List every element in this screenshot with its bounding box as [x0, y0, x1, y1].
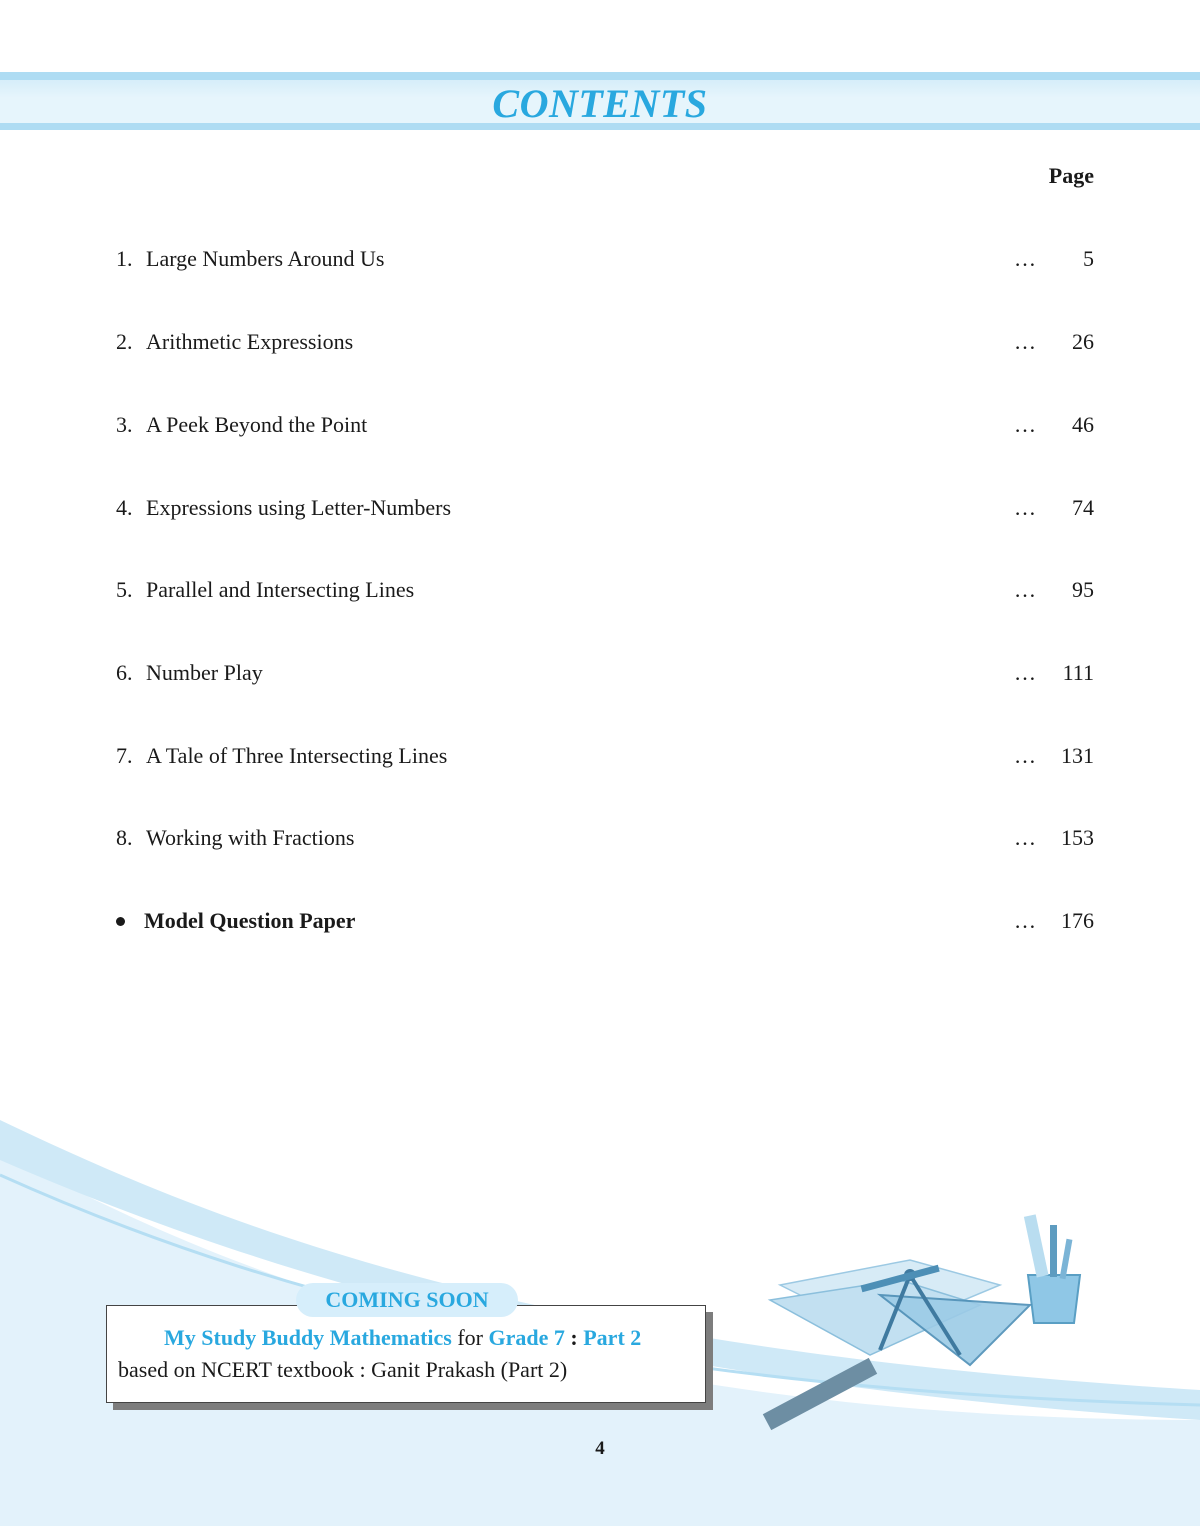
- toc-leader-dots: …: [1014, 743, 1036, 768]
- toc-entry[interactable]: [116, 246, 1094, 280]
- toc-entry[interactable]: [116, 577, 1094, 611]
- page-number: 4: [595, 1438, 605, 1459]
- coming-soon-badge: COMING SOON: [296, 1283, 518, 1317]
- toc-entry-title: Working with Fractions: [146, 825, 355, 850]
- toc-entry-page: 111: [1062, 660, 1094, 685]
- toc-entry-title: Model Question Paper: [144, 908, 356, 933]
- page-title: CONTENTS: [492, 81, 708, 126]
- toc-entry-number: 8.: [116, 825, 133, 850]
- toc-leader-dots: …: [1014, 412, 1036, 437]
- toc-entry-number: 4.: [116, 495, 133, 520]
- toc-entry-number: 7.: [116, 743, 133, 768]
- toc-entry-title: A Tale of Three Intersecting Lines: [146, 743, 448, 768]
- header-top-stripe: [0, 72, 1200, 80]
- toc-entry-number: 2.: [116, 329, 133, 354]
- toc-entry-model-paper[interactable]: [116, 908, 1094, 942]
- toc-entry-page: 153: [1061, 825, 1094, 850]
- promo-subtitle-line: based on NCERT textbook : Ganit Prakash (Part 2): [118, 1357, 568, 1382]
- toc-entry-title: Arithmetic Expressions: [146, 329, 354, 354]
- promo-for-word: for: [457, 1325, 484, 1350]
- toc-leader-dots: …: [1014, 246, 1036, 271]
- toc-entry-title: Large Numbers Around Us: [146, 246, 385, 271]
- toc-entry[interactable]: [116, 495, 1094, 529]
- toc-entry[interactable]: [116, 743, 1094, 777]
- promo-book-name: My Study Buddy Mathematics: [164, 1325, 452, 1350]
- promo-title-line: [164, 1325, 641, 1351]
- toc-entry[interactable]: [116, 825, 1094, 859]
- toc-entry[interactable]: [116, 660, 1094, 694]
- toc-entry-title: Parallel and Intersecting Lines: [146, 577, 415, 602]
- toc-entry-page: 74: [1072, 495, 1094, 520]
- toc-entry-title: A Peek Beyond the Point: [146, 412, 368, 437]
- toc-entry-page: 176: [1061, 908, 1094, 933]
- toc-entry-page: 95: [1072, 577, 1094, 602]
- geometry-tools-illustration: [760, 1205, 1100, 1455]
- toc-leader-dots: …: [1014, 825, 1036, 850]
- promo-separator: :: [570, 1325, 578, 1350]
- toc-entry[interactable]: [116, 329, 1094, 363]
- toc-entry-page: 26: [1072, 329, 1094, 354]
- toc-leader-dots: …: [1014, 495, 1036, 520]
- toc-entry-page: 46: [1072, 412, 1094, 437]
- toc-entry-page: 5: [1083, 246, 1094, 271]
- toc-entry-page: 131: [1061, 743, 1094, 768]
- toc-entry-title: Expressions using Letter-Numbers: [146, 495, 452, 520]
- toc-entry-number: 3.: [116, 412, 133, 437]
- toc-leader-dots: …: [1014, 577, 1036, 602]
- bullet-icon: [116, 917, 125, 926]
- toc-entry-number: 5.: [116, 577, 133, 602]
- toc-leader-dots: …: [1014, 329, 1036, 354]
- page-column-heading: Page: [1048, 163, 1094, 188]
- toc-leader-dots: …: [1014, 660, 1036, 685]
- promo-part: Part 2: [583, 1325, 642, 1350]
- toc-entry[interactable]: [116, 412, 1094, 446]
- toc-entry-number: 6.: [116, 660, 133, 685]
- promo-grade: Grade 7: [488, 1325, 565, 1350]
- toc-leader-dots: …: [1014, 908, 1036, 933]
- coming-soon-box: [106, 1305, 706, 1403]
- toc-entry-title: Number Play: [146, 660, 263, 685]
- toc-entry-number: 1.: [116, 246, 133, 271]
